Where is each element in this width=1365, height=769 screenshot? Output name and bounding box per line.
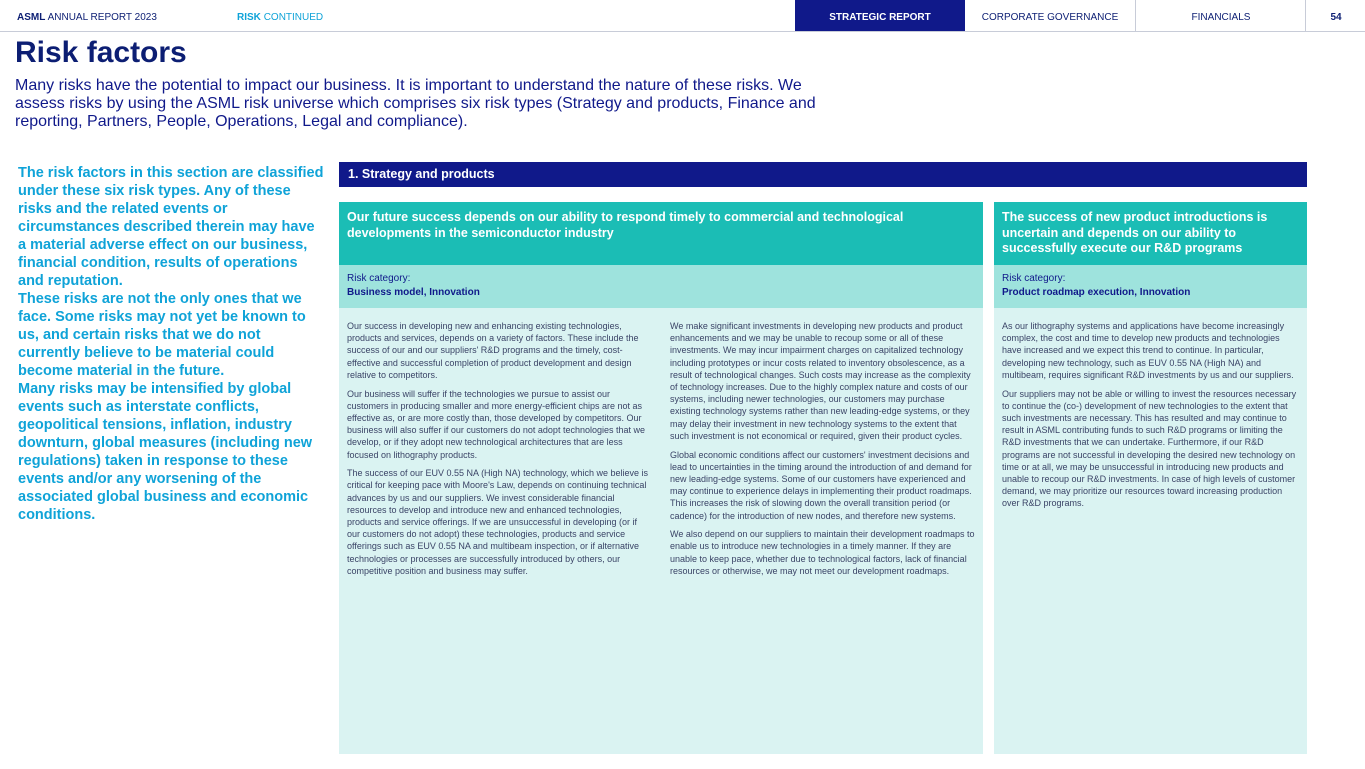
breadcrumb-continued: CONTINUED xyxy=(263,12,324,23)
risk-category-value: Product roadmap execution, Innovation xyxy=(1002,287,1191,298)
risk-category-box xyxy=(339,265,983,308)
risk-body-column-left xyxy=(347,320,652,584)
risk-card-new-product-introductions xyxy=(994,202,1307,754)
breadcrumb-section: RISK xyxy=(237,12,261,23)
tab-corporate-governance[interactable]: CORPORATE GOVERNANCE xyxy=(981,12,1119,23)
brand-name: ASML xyxy=(17,12,46,23)
sidebar-paragraph: Many risks may be intensified by global events such as interstate conflicts, geopolitical tensions, inflation, industry downturn, global measures (including new regulations) taken in response to these events and/or any worsening of the associated global business and economic conditions. xyxy=(18,381,313,523)
intro-text: Many risks have the potential to impact our business. It is important to understand the nature of these risks. We assess risks by using the ASML risk universe which comprises six risk types (Strategy and products, Finance and reporting, Partners, People, Operations, Legal and compliance). xyxy=(15,77,816,130)
tab-financials[interactable]: FINANCIALS xyxy=(1135,0,1306,31)
risk-body xyxy=(339,308,983,584)
risk-category-label: Risk category: xyxy=(1002,273,1066,284)
page-title: Risk factors xyxy=(15,36,187,69)
risk-paragraph: The success of our EUV 0.55 NA (High NA) technology, which we believe is critical for keeping pace with Moore's Law, depends on continuing technical advances by us and our suppliers. We invest considerable financial resources to develop and introduce new and enhanced technologies, products and service offerings. If we are unsuccessful in developing (or if our customers do not adopt) these technologies, products and service offerings such as EUV 0.55 NA and multibeam inspection, or if alternative technologies or processes are successfully introduced by others, our competitive position and business may suffer. xyxy=(347,468,648,576)
page-number: 54 xyxy=(1305,0,1365,31)
section-header: 1. Strategy and products xyxy=(339,162,1307,187)
risk-heading: The success of new product introductions is uncertain and depends on our ability to successfully execute our R&D programs xyxy=(994,202,1307,265)
risk-category-box xyxy=(994,265,1307,308)
sidebar-paragraph: These risks are not the only ones that we face. Some risks may not yet be known to us, and certain risks that we do not currently believe to be material could become material in the future. xyxy=(18,291,306,379)
tab-strategic-report[interactable]: STRATEGIC REPORT xyxy=(795,0,965,31)
risk-paragraph: Global economic conditions affect our customers' investment decisions and lead to uncertainties in the timing around the introduction of and demand for new leading-edge systems. Some of our customers have experienced and may continue to experience delays in implementing their product roadmaps. This increases the risk of slowing down the overall transition period (or cadence) for the introduction of new nodes, and therefore new systems. xyxy=(670,449,972,521)
risk-paragraph: As our lithography systems and applications have become increasingly complex, the cost and time to develop new products and technologies have increased and we expect this trend to continue. In particular, developing new technology, such as EUV 0.55 NA (High NA) and multibeam, requires significant R&D investments by us and our suppliers. xyxy=(1002,321,1294,380)
risk-category-label: Risk category: xyxy=(347,273,411,284)
risk-paragraph: We make significant investments in developing new products and product enhancements and we may be unable to recoup some or all of these investments. We may incur impairment charges on capitalized technology including prototypes or incur costs related to inventory obsolescence, as a result of technological changes. Such costs may increase as the complexity of technology increases. Due to the highly complex nature and costs of our systems, including newer technologies, our customers may purchase existing technology systems rather than new leading-edge systems, or they may delay their investment in new technology systems to the extent that such investment is not economical or required, given their product cycles. xyxy=(670,321,971,441)
report-name: ANNUAL REPORT 2023 xyxy=(47,12,157,23)
risk-paragraph: Our success in developing new and enhancing existing technologies, products and services, depends on a variety of factors. These include the success of our and our suppliers' R&D programs and the timely, cost-effective and successful completion of product development and design relative to competitors. xyxy=(347,321,639,380)
breadcrumb xyxy=(237,0,323,31)
risk-category-value: Business model, Innovation xyxy=(347,287,480,298)
risk-body-column-right xyxy=(670,320,975,584)
risk-body xyxy=(994,308,1307,510)
sidebar-paragraph: The risk factors in this section are classified under these six risk types. Any of these risks and the related events or circumstances described therein may have a material adverse effect on our business, financial condition, results of operations and reputation. xyxy=(18,165,324,289)
risk-paragraph: Our suppliers may not be able or willing to invest the resources necessary to continue the (co-) development of new technologies to the extent that such investments are necessary. This has resulted and may continue to result in ASML contributing funds to such R&D programs or limiting the R&D investments that we can undertake. Furthermore, if our R&D programs are not successful in developing the desired new technology on time or at all, we may be unsuccessful in introducing new products and unable to recoup our R&D investments. In case of high levels of customer demand, we may prioritize our resources toward increasing production over R&D programs. xyxy=(1002,388,1297,509)
report-brand xyxy=(17,0,157,31)
top-navigation-bar xyxy=(0,0,1365,32)
risk-paragraph: Our business will suffer if the technologies we pursue to assist our customers in producing smaller and more energy-efficient chips are not as effective as, or are more costly than, those developed by competitors. Our business will also suffer if our customers do not adopt technologies that we develop, or if they adopt new technological architectures that are less focused on lithography products. xyxy=(347,388,645,460)
sidebar-callout xyxy=(18,164,324,524)
risk-paragraph: We also depend on our suppliers to maintain their development roadmaps to enable us to introduce new technologies in a timely manner. If they are unable to keep pace, whether due to technological factors, lack of financial resources or otherwise, we may not meet our development roadmaps. xyxy=(670,529,975,576)
risk-card-commercial-technological xyxy=(339,202,983,754)
risk-heading: Our future success depends on our ability to respond timely to commercial and technological developments in the semiconductor industry xyxy=(339,202,983,265)
